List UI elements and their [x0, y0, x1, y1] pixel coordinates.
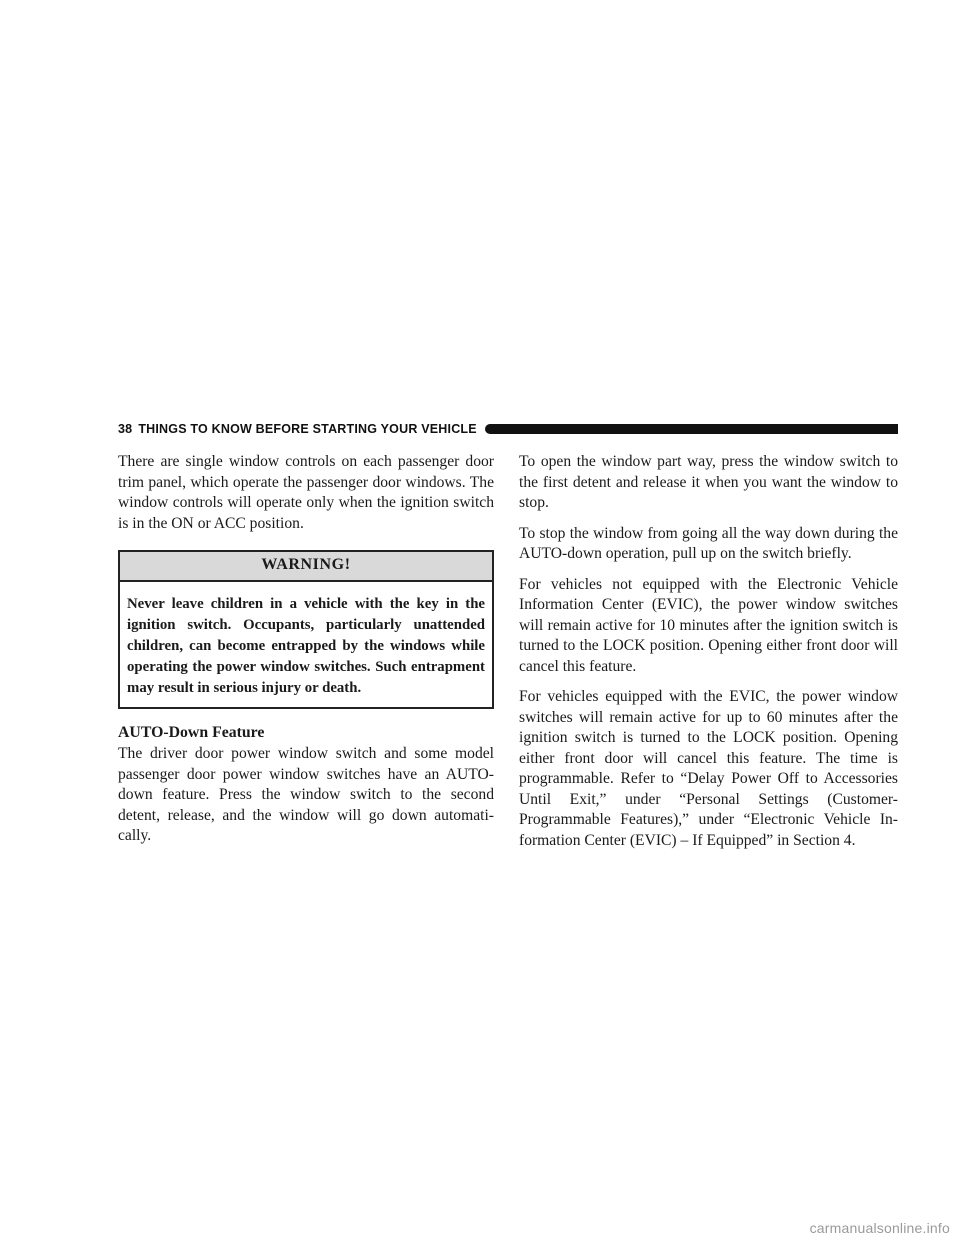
paragraph: For vehicles not equipped with the Electronic Vehicle Information Center (EVIC), the power window switches will remain active for 10 minutes after the ignition switch is turned to the LOCK position. Opening either front door will cancel this feature.: [519, 575, 898, 675]
page-header: [118, 420, 898, 438]
paragraph: For vehicles equipped with the EVIC, the power window switches will remain active for up to 60 minutes after the ignition switch is turned to the LOCK position. Opening either front door will cancel this feature. The time is programmable. Refer to “Delay Power Off to Accessories Until Exit,” under “Personal Settings (Customer-Programmable Features),” under “Electronic Vehicle In-formation Center (EVIC) – If Equipped” in Section 4.: [519, 688, 898, 849]
intro-paragraph: There are single window controls on each passenger door trim panel, which operate the passenger door windows. The window controls will operate only when the ignition switch is in the ON or ACC position.: [118, 453, 494, 532]
right-column: [519, 452, 898, 861]
paragraph: To open the window part way, press the window switch to the first detent and release it when you want the window to stop.: [519, 453, 898, 511]
left-column: [118, 452, 494, 857]
paragraph: To stop the window from going all the way down during the AUTO-down operation, pull up on the switch briefly.: [519, 524, 898, 562]
warning-title: WARNING!: [120, 552, 492, 582]
auto-down-paragraph: The driver door power window switch and some model passenger door power window switches have an AUTO-down feature. Press the window switch to the second detent, release, and the window will go down automati-cally.: [118, 745, 494, 844]
page-number: 38: [118, 422, 133, 436]
header-rule: [485, 424, 898, 434]
warning-body: Never leave children in a vehicle with the key in the ignition switch. Occupants, particularly unattended children, can become entrapped by the windows while operating the power window switches. Such entrapment may result in serious injury or death.: [127, 595, 485, 696]
section-title: THINGS TO KNOW BEFORE STARTING YOUR VEHICLE: [138, 422, 477, 436]
auto-down-heading: AUTO-Down Feature: [118, 723, 265, 741]
watermark: carmanualsonline.info: [809, 1220, 950, 1236]
warning-box: [118, 550, 494, 709]
